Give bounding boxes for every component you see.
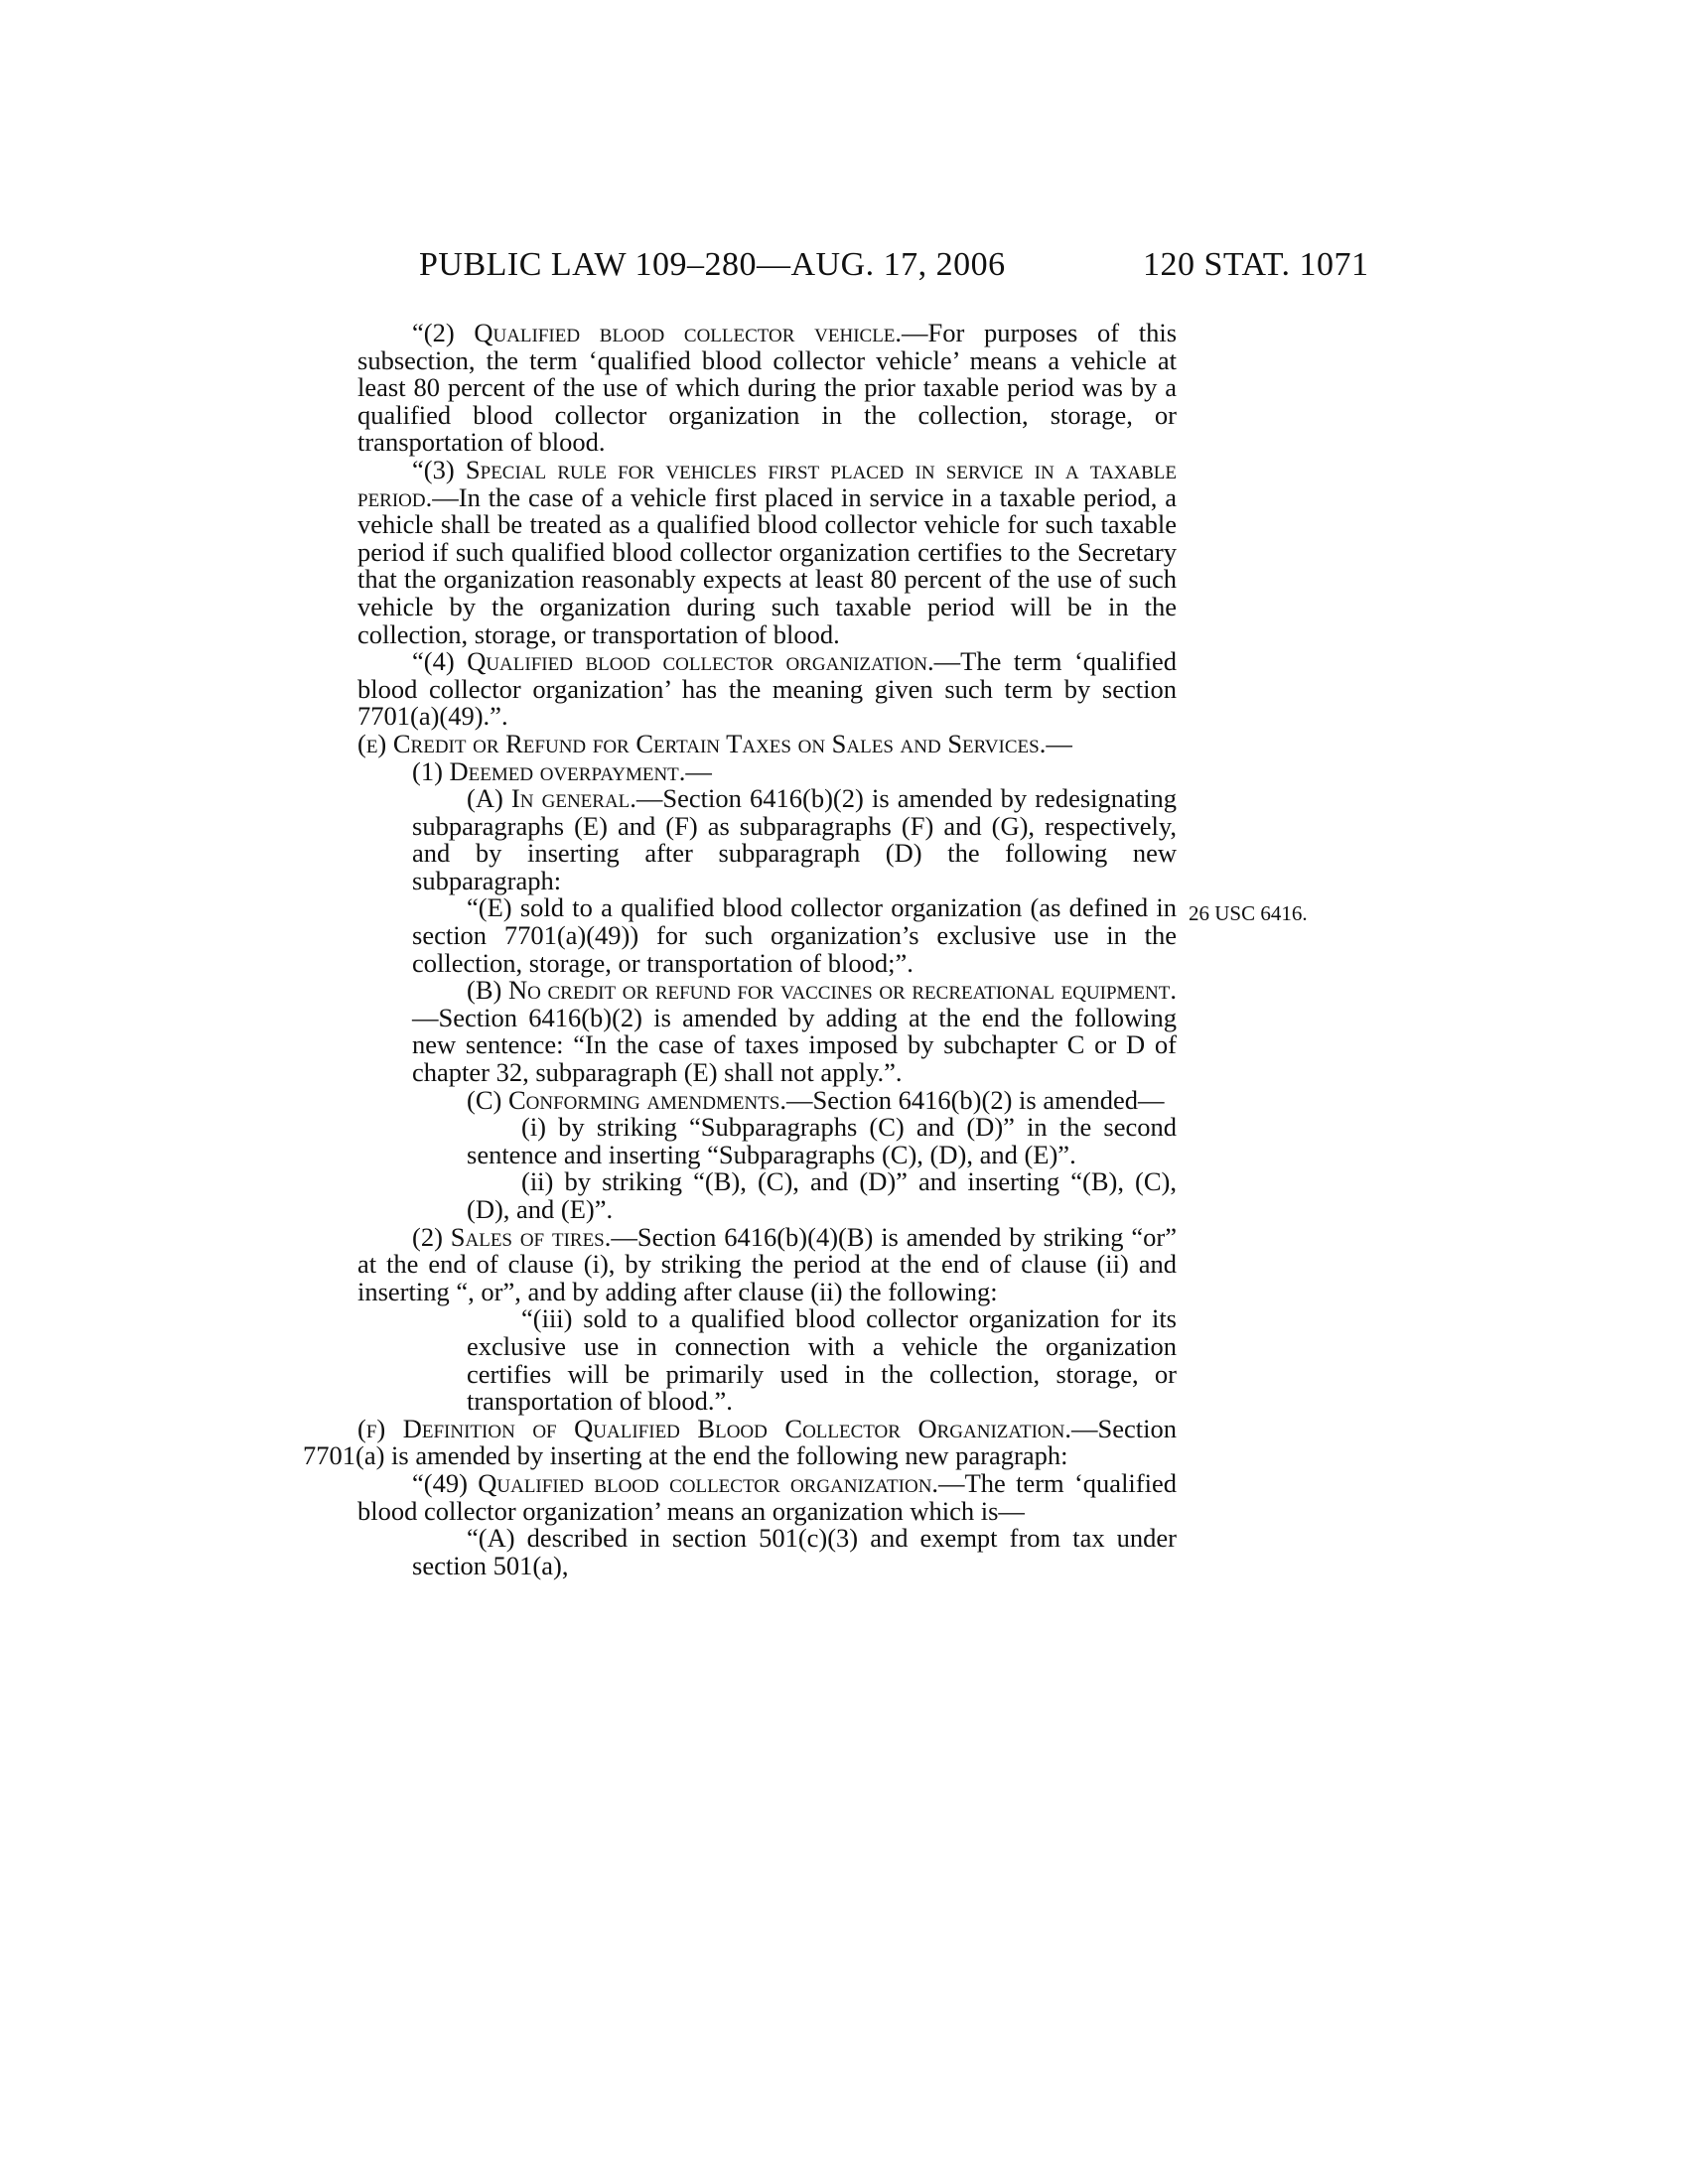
paragraph-text: Section 6416(b)(2) is amended by adding at the end the following new sentence: “In the case of taxes imposed by subchapter C or D of chapter 32, subparagraph (E) shall not apply.”. (412, 1002, 1177, 1088)
paragraph-heading: (e) Credit or Refund for Certain Taxes on Sales and Services.— (357, 728, 1072, 758)
paragraph (303, 454, 1177, 649)
paragraph-heading: (f) Definition of Qualified Blood Collector Organization.— (357, 1413, 1098, 1443)
quoted-clause (303, 1305, 1177, 1415)
subparagraph (303, 785, 1177, 894)
paragraph-text: (ii) by striking “(B), (C), and (D)” and inserting “(B), (C), (D), and (E)”. (467, 1166, 1177, 1224)
subsection-heading (303, 728, 1177, 758)
paragraph-text: The term ‘qualified blood collector organization’ has the meaning given such term by section 7701(a)(49).”. (357, 646, 1177, 732)
paragraph-text: “(iii) sold to a qualified blood collector organization for its exclusive use in connection with a vehicle the organization certifies will be primarily used in the collection, storage, or transportation of blood.”. (467, 1303, 1177, 1417)
paragraph (303, 1221, 1177, 1306)
paragraph (303, 648, 1177, 731)
paragraph (303, 320, 1177, 457)
paragraph-heading: (A) In general.— (467, 783, 663, 814)
subparagraph (303, 977, 1177, 1086)
subparagraph (303, 1084, 1177, 1115)
quoted-subparagraph (303, 1525, 1177, 1579)
paragraph (303, 1467, 1177, 1526)
paragraph (303, 755, 1177, 786)
paragraph-text: Section 6416(b)(2) is amended— (812, 1084, 1165, 1115)
paragraph-text: “(A) described in section 501(c)(3) and exempt from tax under section 501(a), (412, 1523, 1177, 1580)
paragraph-heading: (B) No credit or refund for vaccines or recreational equipment.— (412, 975, 1177, 1032)
margin-citation: 26 USC 6416. (1189, 901, 1308, 925)
clause (303, 1114, 1177, 1168)
paragraph-heading: (C) Conforming amendments.— (467, 1084, 813, 1115)
paragraph-heading: “(2) Qualified blood collector vehicle.— (412, 318, 928, 347)
paragraph-text: The term ‘qualified blood collector organization’ means an organization which is— (357, 1467, 1177, 1526)
clause (303, 1168, 1177, 1223)
paragraph-text: Section 6416(b)(4)(B) is amended by striking “or” at the end of clause (i), by striking the period at the end of clause (ii) and inserting “, or”, and by adding after clause (ii) the following: (357, 1221, 1177, 1306)
paragraph-heading: “(4) Qualified blood collector organization.— (412, 646, 961, 677)
paragraph-heading: “(49) Qualified blood collector organization.— (412, 1467, 965, 1498)
quoted-subparagraph (303, 894, 1177, 977)
running-header-page: 120 STAT. 1071 (1143, 246, 1369, 283)
paragraph-text: In the case of a vehicle first placed in service in a taxable period, a vehicle shall be treated as a qualified blood collector vehicle for such taxable period if such qualified blood collector organization certifies to the Secretary that the organization reasonably expects at least 80 percent of the use of such vehicle by the organization during such taxable period will be in the collection, storage, or transportation of blood. (357, 481, 1177, 649)
paragraph-text: “(E) sold to a qualified blood collector organization (as defined in section 7701(a)(49)) for such organization’s exclusive use in the collection, storage, or transportation of blood;”. (412, 892, 1177, 978)
running-header-title: PUBLIC LAW 109–280—AUG. 17, 2006 (419, 246, 1006, 283)
statute-body (303, 320, 1177, 1579)
subsection (303, 1413, 1177, 1471)
paragraph-text: (i) by striking “Subparagraphs (C) and (D)” in the second sentence and inserting “Subparagraphs (C), (D), and (E)”. (467, 1112, 1177, 1169)
paragraph-text: Section 6416(b)(2) is amended by redesignating subparagraphs (E) and (F) as subparagraphs (F) and (G), respectively, and by inserting after subparagraph (D) the following new subparagraph: (412, 783, 1177, 895)
paragraph-text: Section 7701(a) is amended by inserting at the end the following new paragraph: (303, 1413, 1177, 1471)
paragraph-heading: (2) Sales of tires.— (412, 1221, 637, 1252)
paragraph-heading: “(3) Special rule for vehicles first placed in service in a taxable period.— (357, 454, 1177, 512)
paragraph-text: For purposes of this subsection, the term ‘qualified blood collector vehicle’ means a vehicle at least 80 percent of the use of which during the prior taxable period was by a qualified blood collector organization in the collection, storage, or transportation of blood. (357, 318, 1178, 458)
paragraph-heading: (1) Deemed overpayment.— (412, 755, 712, 786)
